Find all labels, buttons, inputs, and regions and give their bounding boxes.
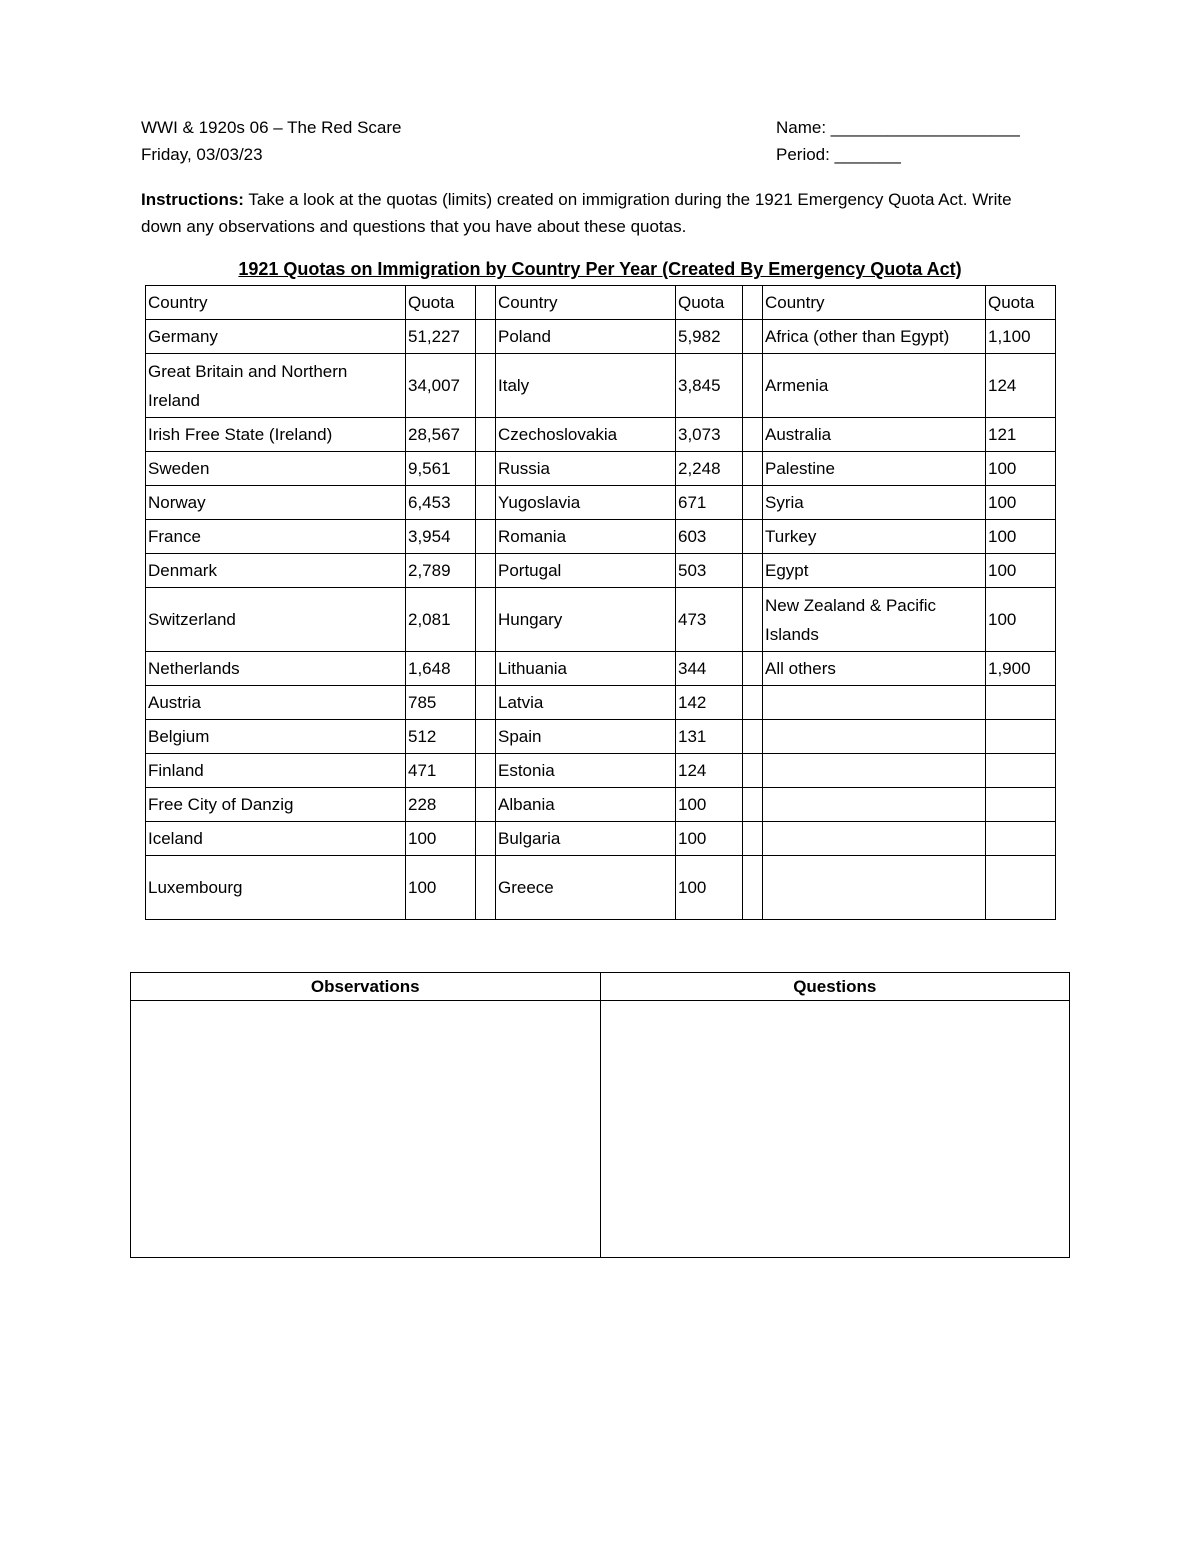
table-row	[146, 354, 1056, 418]
spacer-cell	[743, 286, 763, 320]
spacer-cell	[476, 652, 496, 686]
spacer-cell	[743, 418, 763, 452]
quota-table-title: 1921 Quotas on Immigration by Country Per Year (Created By Emergency Quota Act)	[238, 259, 962, 279]
name-field[interactable]: Name: ____________________	[776, 118, 1020, 137]
quota-cell: 100	[676, 788, 743, 822]
country-cell: Sweden	[146, 452, 406, 486]
spacer-cell	[476, 754, 496, 788]
instructions	[141, 186, 1041, 240]
country-cell: Irish Free State (Ireland)	[146, 418, 406, 452]
spacer-cell	[743, 320, 763, 354]
country-cell: Denmark	[146, 554, 406, 588]
quota-cell	[986, 720, 1056, 754]
country-cell: All others	[763, 652, 986, 686]
quota-header-row	[146, 286, 1056, 320]
quota-cell: 671	[676, 486, 743, 520]
observations-box[interactable]	[131, 1001, 601, 1258]
country-cell: Iceland	[146, 822, 406, 856]
column-header-quota: Quota	[676, 286, 743, 320]
spacer-cell	[743, 588, 763, 652]
questions-header: Questions	[600, 973, 1070, 1001]
spacer-cell	[476, 686, 496, 720]
country-cell: Latvia	[496, 686, 676, 720]
quota-cell: 2,081	[406, 588, 476, 652]
quota-cell: 100	[986, 588, 1056, 652]
table-row	[146, 856, 1056, 920]
column-header-quota: Quota	[406, 286, 476, 320]
country-cell: Yugoslavia	[496, 486, 676, 520]
instructions-label: Instructions:	[141, 190, 244, 209]
country-cell	[763, 822, 986, 856]
questions-box[interactable]	[600, 1001, 1070, 1258]
quota-cell: 603	[676, 520, 743, 554]
country-cell: Australia	[763, 418, 986, 452]
table-row	[146, 452, 1056, 486]
country-cell	[763, 856, 986, 920]
spacer-cell	[743, 822, 763, 856]
country-cell	[763, 788, 986, 822]
country-cell: New Zealand & Pacific Islands	[763, 588, 986, 652]
spacer-cell	[743, 354, 763, 418]
date-line: Friday, 03/03/23	[141, 145, 263, 164]
country-cell: Spain	[496, 720, 676, 754]
table-row	[146, 554, 1056, 588]
country-cell	[763, 754, 986, 788]
country-cell: Albania	[496, 788, 676, 822]
quota-cell: 9,561	[406, 452, 476, 486]
spacer-cell	[476, 856, 496, 920]
quota-table	[145, 285, 1056, 920]
country-cell: Portugal	[496, 554, 676, 588]
quota-cell	[986, 686, 1056, 720]
quota-cell: 28,567	[406, 418, 476, 452]
country-cell: Free City of Danzig	[146, 788, 406, 822]
quota-cell: 3,073	[676, 418, 743, 452]
country-cell: Turkey	[763, 520, 986, 554]
spacer-cell	[476, 822, 496, 856]
table-row	[146, 520, 1056, 554]
quota-cell: 100	[676, 822, 743, 856]
quota-cell: 3,845	[676, 354, 743, 418]
table-row	[146, 720, 1056, 754]
period-field[interactable]: Period: _______	[776, 145, 901, 164]
spacer-cell	[476, 354, 496, 418]
table-row	[146, 652, 1056, 686]
header-left	[141, 114, 401, 168]
spacer-cell	[743, 486, 763, 520]
spacer-cell	[743, 554, 763, 588]
country-cell: Austria	[146, 686, 406, 720]
quota-cell: 2,789	[406, 554, 476, 588]
country-cell: Belgium	[146, 720, 406, 754]
table-row	[146, 320, 1056, 354]
instructions-text: Take a look at the quotas (limits) created on immigration during the 1921 Emergency Quota Act. Write down any observations and questions that you have about these quotas.	[141, 190, 1012, 236]
quota-cell: 1,900	[986, 652, 1056, 686]
quota-cell: 34,007	[406, 354, 476, 418]
quota-cell: 344	[676, 652, 743, 686]
spacer-cell	[476, 788, 496, 822]
spacer-cell	[476, 554, 496, 588]
country-cell	[763, 720, 986, 754]
quota-cell: 124	[986, 354, 1056, 418]
spacer-cell	[743, 652, 763, 686]
table-row	[146, 754, 1056, 788]
column-header-country: Country	[496, 286, 676, 320]
table-row	[146, 418, 1056, 452]
country-cell: Switzerland	[146, 588, 406, 652]
spacer-cell	[476, 286, 496, 320]
country-cell: Czechoslovakia	[496, 418, 676, 452]
country-cell: Russia	[496, 452, 676, 486]
quota-cell	[986, 822, 1056, 856]
country-cell: Greece	[496, 856, 676, 920]
spacer-cell	[743, 452, 763, 486]
spacer-cell	[743, 788, 763, 822]
country-cell: Netherlands	[146, 652, 406, 686]
quota-cell: 228	[406, 788, 476, 822]
spacer-cell	[476, 320, 496, 354]
table-row	[146, 588, 1056, 652]
country-cell: Finland	[146, 754, 406, 788]
response-table	[130, 972, 1070, 1258]
quota-cell: 5,982	[676, 320, 743, 354]
spacer-cell	[476, 486, 496, 520]
quota-cell: 473	[676, 588, 743, 652]
country-cell: Hungary	[496, 588, 676, 652]
country-cell: Palestine	[763, 452, 986, 486]
country-cell: Armenia	[763, 354, 986, 418]
country-cell: Lithuania	[496, 652, 676, 686]
header-right	[776, 114, 1020, 168]
quota-cell: 1,648	[406, 652, 476, 686]
country-cell: Italy	[496, 354, 676, 418]
quota-cell	[986, 788, 1056, 822]
country-cell: Romania	[496, 520, 676, 554]
spacer-cell	[743, 686, 763, 720]
spacer-cell	[743, 720, 763, 754]
country-cell: Luxembourg	[146, 856, 406, 920]
quota-cell	[986, 754, 1056, 788]
quota-cell: 503	[676, 554, 743, 588]
spacer-cell	[743, 520, 763, 554]
quota-cell: 100	[406, 822, 476, 856]
spacer-cell	[476, 588, 496, 652]
spacer-cell	[743, 754, 763, 788]
table-row	[146, 822, 1056, 856]
country-cell: Poland	[496, 320, 676, 354]
course-title: WWI & 1920s 06 – The Red Scare	[141, 118, 402, 137]
quota-cell: 100	[986, 554, 1056, 588]
quota-cell: 100	[986, 452, 1056, 486]
observations-header: Observations	[131, 973, 601, 1001]
quota-cell: 121	[986, 418, 1056, 452]
spacer-cell	[476, 452, 496, 486]
quota-cell: 124	[676, 754, 743, 788]
country-cell: Africa (other than Egypt)	[763, 320, 986, 354]
table-row	[146, 788, 1056, 822]
quota-cell: 100	[676, 856, 743, 920]
quota-cell: 6,453	[406, 486, 476, 520]
country-cell: Egypt	[763, 554, 986, 588]
quota-cell: 100	[986, 486, 1056, 520]
spacer-cell	[476, 418, 496, 452]
country-cell: Syria	[763, 486, 986, 520]
column-header-country: Country	[763, 286, 986, 320]
column-header-quota: Quota	[986, 286, 1056, 320]
quota-cell: 512	[406, 720, 476, 754]
table-row	[146, 686, 1056, 720]
spacer-cell	[743, 856, 763, 920]
country-cell: Great Britain and Northern Ireland	[146, 354, 406, 418]
country-cell: France	[146, 520, 406, 554]
country-cell: Bulgaria	[496, 822, 676, 856]
quota-cell: 471	[406, 754, 476, 788]
quota-cell: 785	[406, 686, 476, 720]
quota-cell: 2,248	[676, 452, 743, 486]
quota-cell: 142	[676, 686, 743, 720]
country-cell: Germany	[146, 320, 406, 354]
column-header-country: Country	[146, 286, 406, 320]
spacer-cell	[476, 720, 496, 754]
quota-cell: 100	[986, 520, 1056, 554]
country-cell: Norway	[146, 486, 406, 520]
quota-cell	[986, 856, 1056, 920]
country-cell: Estonia	[496, 754, 676, 788]
quota-cell: 51,227	[406, 320, 476, 354]
country-cell	[763, 686, 986, 720]
table-row	[146, 486, 1056, 520]
quota-cell: 100	[406, 856, 476, 920]
quota-cell: 1,100	[986, 320, 1056, 354]
spacer-cell	[476, 520, 496, 554]
quota-cell: 131	[676, 720, 743, 754]
quota-cell: 3,954	[406, 520, 476, 554]
